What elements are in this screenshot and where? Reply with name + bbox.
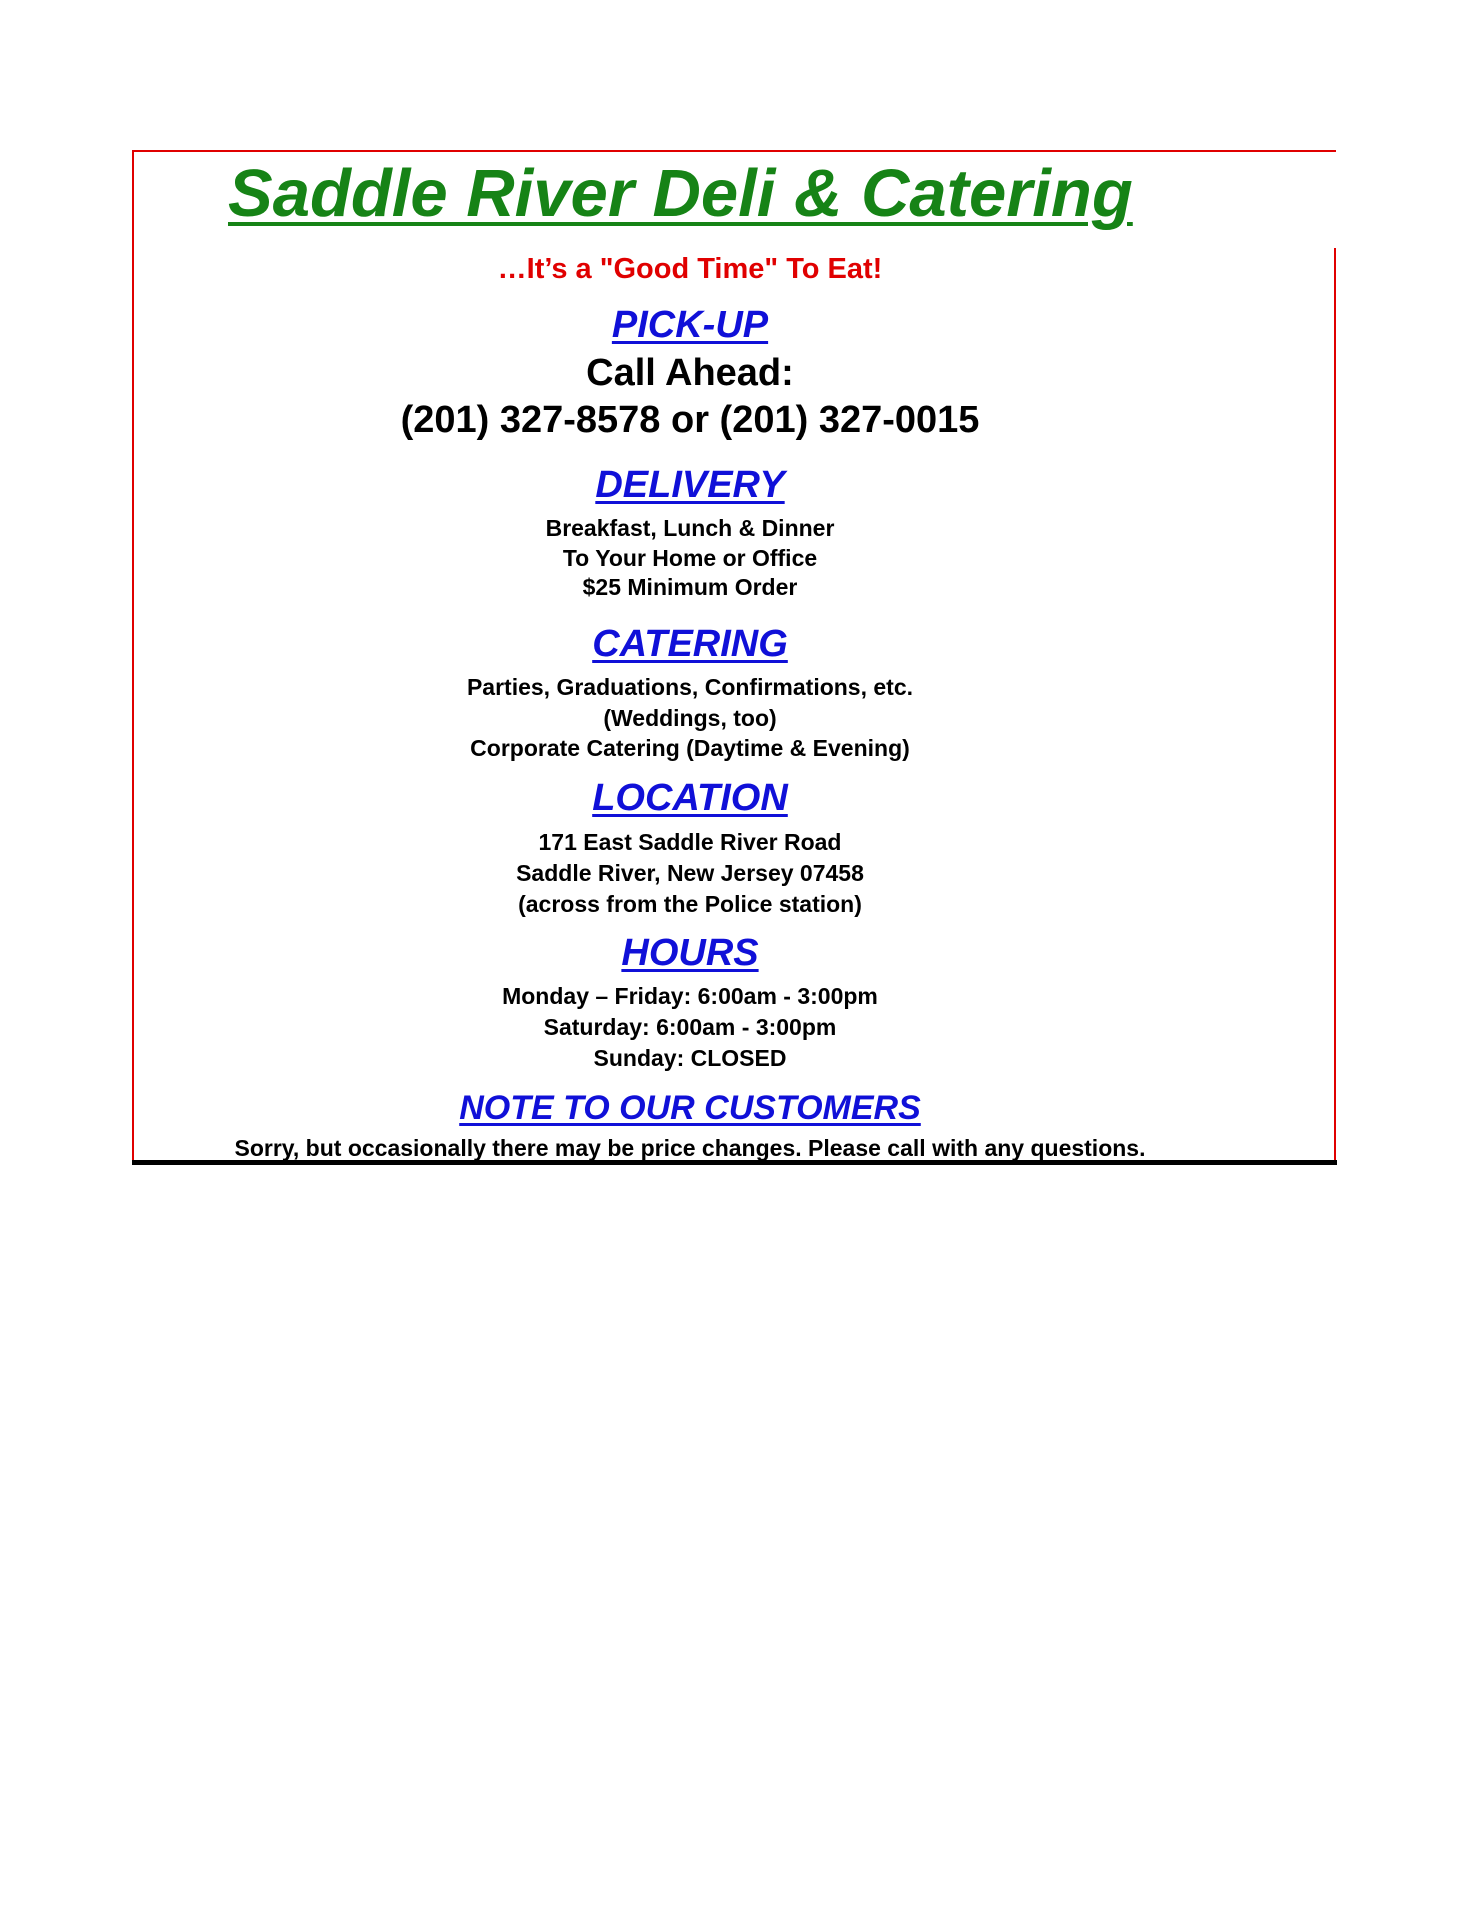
note-text: Sorry, but occasionally there may be price changes. Please call with any questions. xyxy=(234,1135,1146,1161)
tagline: …It’s a "Good Time" To Eat! xyxy=(497,253,883,285)
catering-line: (Weddings, too) xyxy=(603,705,777,731)
hours-line: Sunday: CLOSED xyxy=(593,1045,787,1071)
delivery-heading: DELIVERY xyxy=(595,464,785,506)
location-heading: LOCATION xyxy=(592,777,788,819)
hours-heading: HOURS xyxy=(621,932,759,974)
note-heading: NOTE TO OUR CUSTOMERS xyxy=(459,1089,921,1127)
location-line: Saddle River, New Jersey 07458 xyxy=(516,860,864,886)
hours-line: Monday – Friday: 6:00am - 3:00pm xyxy=(502,983,878,1009)
catering-line: Parties, Graduations, Confirmations, etc. xyxy=(466,674,914,700)
frame-right-border xyxy=(1334,248,1336,1162)
call-ahead-label: Call Ahead: xyxy=(586,352,794,394)
delivery-line: $25 Minimum Order xyxy=(582,574,798,600)
pickup-heading: PICK-UP xyxy=(611,304,769,346)
location-line: (across from the Police station) xyxy=(518,891,862,917)
phone-numbers: (201) 327-8578 or (201) 327-0015 xyxy=(400,399,980,441)
page-title: Saddle River Deli & Catering xyxy=(228,156,1133,231)
catering-line: Corporate Catering (Daytime & Evening) xyxy=(470,735,910,761)
delivery-line: Breakfast, Lunch & Dinner xyxy=(545,515,835,541)
delivery-line: To Your Home or Office xyxy=(562,545,818,571)
location-line: 171 East Saddle River Road xyxy=(538,829,842,855)
catering-heading: CATERING xyxy=(592,623,788,665)
hours-line: Saturday: 6:00am - 3:00pm xyxy=(543,1014,837,1040)
